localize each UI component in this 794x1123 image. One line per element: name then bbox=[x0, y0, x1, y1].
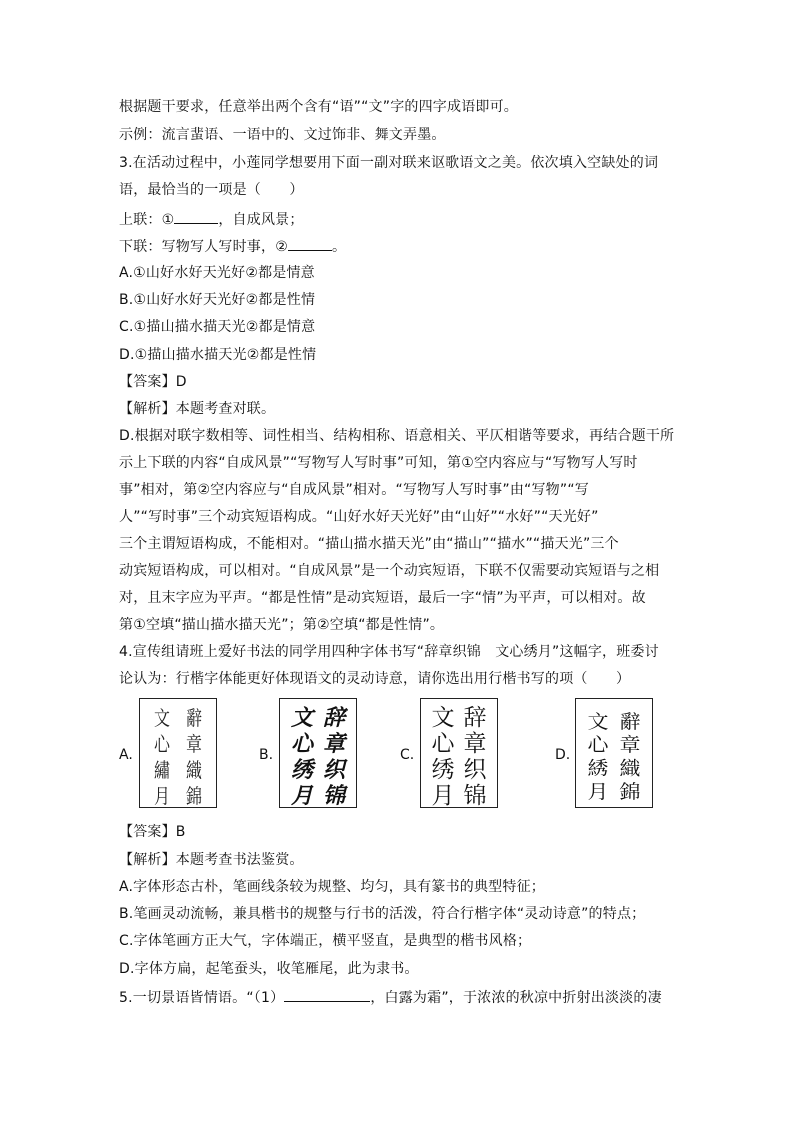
text-line: 语，最恰当的一项是（ ） bbox=[119, 182, 304, 198]
calligraphy-option-a-label: A. bbox=[119, 747, 133, 763]
calligraphy-option-a-image bbox=[139, 698, 217, 808]
option-a: A.①山好水好天光好②都是情意 bbox=[119, 265, 315, 281]
answer-4: 【答案】B bbox=[119, 824, 186, 840]
calligraphy-option-b-image bbox=[279, 698, 357, 808]
calligraphy-option-c-label: C. bbox=[400, 747, 415, 763]
text-line: 事”相对，第②空内容应与“自成风景”相对。“写物写人写时事”由“写物”“写 bbox=[119, 482, 589, 498]
text-line: D.字体方扁，起笔蚕头，收笔雁尾，此为隶书。 bbox=[119, 961, 419, 977]
text-line: 人”“写时事”三个动宾短语构成。“山好水好天光好”由“山好”“水好”“天光好” bbox=[119, 509, 599, 525]
calligraphy-column-right: 辭 章 織 錦 bbox=[619, 710, 641, 803]
text-line: B.笔画灵动流畅，兼具楷书的规整与行书的活泼，符合行楷字体“灵动诗意”的特点； bbox=[119, 906, 646, 922]
text-line: 根据题干要求，任意举出两个含有“语”“文”字的四字成语即可。 bbox=[119, 99, 519, 115]
upper-couplet bbox=[119, 209, 304, 229]
text-line: 动宾短语构成，可以相对。“自成风景”是一个动宾短语，下联不仅需要动宾短语与之相 bbox=[119, 563, 660, 579]
calligraphy-column-left: 文 心 绣 月 bbox=[431, 705, 455, 809]
blank-q5-1 bbox=[284, 987, 370, 1002]
option-c: C.①描山描水描天光②都是情意 bbox=[119, 319, 316, 335]
calligraphy-column-left: 文 心 繡 月 bbox=[154, 706, 170, 808]
lower-couplet bbox=[119, 236, 346, 256]
text-line: A.字体形态古朴，笔画线条较为规整、均匀，具有篆书的典型特征； bbox=[119, 879, 545, 895]
text-line: 对，且末字应为平声。“都是性情”是动宾短语，最后一字“情”为平声，可以相对。故 bbox=[119, 590, 646, 606]
upper-couplet-label: 上联：① bbox=[119, 212, 175, 228]
text-line: 示上下联的内容“自成风景”“写物写人写时事”可知，第①空内容应与“写物写人写时 bbox=[119, 455, 638, 471]
calligraphy-option-b-label: B. bbox=[259, 747, 274, 763]
blank-2 bbox=[288, 236, 332, 251]
question-4-stem: 4.宣传组请班上爱好书法的同学用四种字体书写“辞章织锦 文心绣月”这幅字，班委讨 bbox=[119, 644, 659, 660]
analysis-4-title: 【解析】本题考查书法鉴赏。 bbox=[119, 852, 304, 868]
calligraphy-column-left: 文 心 绣 月 bbox=[290, 705, 313, 809]
calligraphy-column-left: 文 心 綉 月 bbox=[587, 710, 609, 803]
text-line: D.根据对联字数相等、词性相当、结构相称、语意相关、平仄相谐等要求，再结合题干所 bbox=[119, 428, 675, 444]
upper-couplet-rest: ，自成风景； bbox=[218, 212, 304, 228]
calligraphy-column-right: 辭 章 織 錦 bbox=[186, 706, 202, 808]
option-d: D.①描山描水描天光②都是性情 bbox=[119, 347, 317, 363]
question-3-stem: 3.在活动过程中，小莲同学想要用下面一副对联来讴歌语文之美。依次填入空缺处的词 bbox=[119, 155, 659, 171]
question-5-stem bbox=[119, 987, 662, 1007]
calligraphy-option-d-image bbox=[575, 698, 653, 808]
question-5-rest: ，白露为霜”，于浓浓的秋凉中折射出淡淡的凄 bbox=[370, 990, 662, 1006]
option-b: B.①山好水好天光好②都是性情 bbox=[119, 292, 316, 308]
analysis-3-title: 【解析】本题考查对联。 bbox=[119, 401, 276, 417]
question-5-prefix: 5.一切景语皆情语。“（1） bbox=[119, 990, 285, 1006]
calligraphy-option-c-image bbox=[420, 698, 498, 808]
lower-couplet-label: 下联：写物写人写时事，② bbox=[119, 239, 288, 255]
answer-3: 【答案】D bbox=[119, 374, 187, 390]
text-line: 论认为：行楷字体能更好体现语文的灵动诗意，请你选出用行楷书写的项（ ） bbox=[119, 671, 631, 687]
calligraphy-column-right: 辞 章 织 锦 bbox=[322, 705, 345, 809]
lower-couplet-rest: 。 bbox=[331, 239, 347, 255]
calligraphy-column-right: 辞 章 织 锦 bbox=[463, 705, 487, 809]
text-line: C.字体笔画方正大气，字体端正，横平竖直，是典型的楷书风格； bbox=[119, 933, 532, 949]
calligraphy-option-d-label: D. bbox=[555, 747, 571, 763]
text-line: 示例：流言蜚语、一语中的、文过饰非、舞文弄墨。 bbox=[119, 127, 446, 143]
text-line: 第①空填“描山描水描天光”；第②空填“都是性情”。 bbox=[119, 617, 445, 633]
text-line: 三个主谓短语构成，不能相对。“描山描水描天光”由“描山”“描水”“描天光”三个 bbox=[119, 536, 619, 552]
blank-1 bbox=[174, 209, 218, 224]
